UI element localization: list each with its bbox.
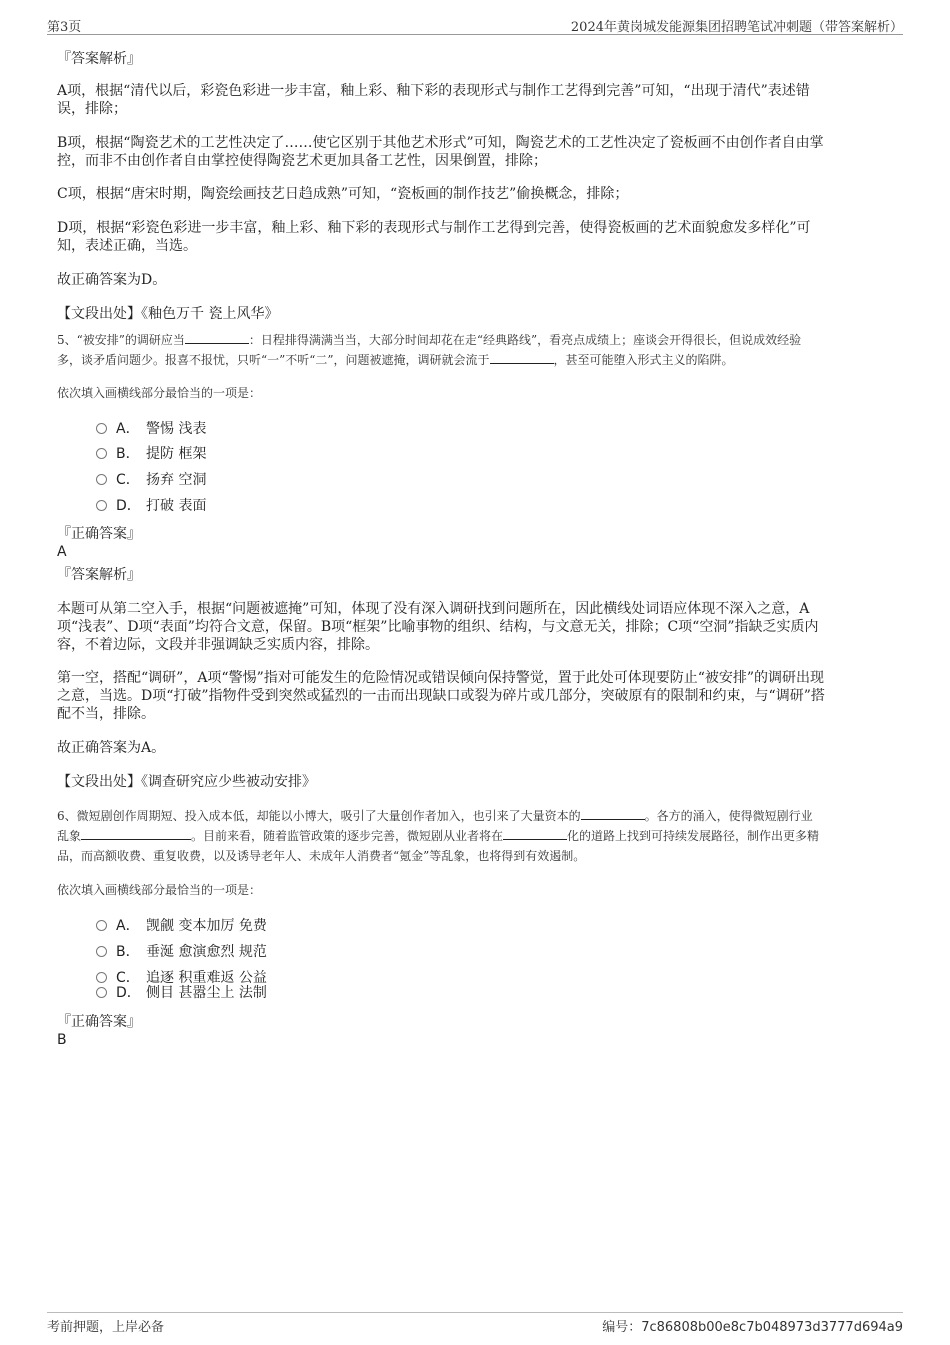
radio-icon[interactable] bbox=[96, 946, 107, 957]
analysis-label: 『答案解析』 bbox=[57, 51, 141, 67]
option-letter: D． bbox=[116, 985, 141, 1001]
option-text: 追逐 积重难返 公益 bbox=[146, 970, 267, 986]
q5-text: 5、“被安排”的调研应当 bbox=[57, 333, 185, 347]
blank-line bbox=[581, 806, 645, 820]
blank-line bbox=[503, 826, 567, 840]
q5-analysis-line: 第一空，搭配“调研”，A项“警惕”指对可能发生的危险情况或错误倾向保持警觉，置于此处可体现要防止“被安排”的调研出现 bbox=[57, 670, 825, 686]
page-number: 第3页 bbox=[47, 20, 82, 35]
option-text: 提防 框架 bbox=[146, 446, 207, 462]
code-label: 编号： bbox=[602, 1320, 642, 1335]
q6-stem-line3: 品，而高额收费、重复收费，以及诱导老年人、未成年人消费者“氪金”等乱象，也将得到有效遏制。 bbox=[57, 849, 586, 863]
q5-conclusion: 故正确答案为A。 bbox=[57, 740, 166, 756]
option-letter: D． bbox=[116, 498, 141, 514]
analysis-a-line1: A项，根据“清代以后，彩瓷色彩进一步丰富，釉上彩、釉下彩的表现形式与制作工艺得到完善”可知，“出现于清代”表述错 bbox=[57, 83, 810, 99]
q5-source: 【文段出处】《调查研究应少些被动安排》 bbox=[57, 774, 316, 790]
option-text: 觊觎 变本加厉 免费 bbox=[146, 918, 267, 934]
option-letter: B． bbox=[116, 944, 140, 960]
option-text: 警惕 浅表 bbox=[146, 421, 207, 437]
option-letter: A． bbox=[116, 918, 140, 934]
page-header bbox=[47, 14, 903, 35]
q5-analysis-line: 本题可从第二空入手，根据“问题被遮掩”可知，体现了没有深入调研找到问题所在，因此横线处词语应体现不深入之意，A bbox=[57, 601, 810, 617]
q6-text: 6、微短剧创作周期短、投入成本低，却能以小博大，吸引了大量创作者加入，也引来了大量资本的 bbox=[57, 809, 581, 823]
q5-answer-label: 『正确答案』 bbox=[57, 526, 141, 542]
q5-analysis-line: 容，不着边际，文段并非强调缺乏实质内容，排除。 bbox=[57, 637, 379, 653]
option-text: 垂涎 愈演愈烈 规范 bbox=[146, 944, 267, 960]
radio-icon[interactable] bbox=[96, 474, 107, 485]
q6-text: 化的道路上找到可持续发展路径，制作出更多精 bbox=[567, 829, 820, 843]
footer-slogan: 考前押题，上岸必备 bbox=[47, 1320, 165, 1335]
page-footer bbox=[47, 1312, 903, 1337]
q5-option-b[interactable] bbox=[96, 444, 206, 464]
q6-text: 。各方的涌入，使得微短剧行业 bbox=[644, 809, 813, 823]
q6-stem-line1 bbox=[57, 806, 897, 827]
option-text: 侧目 甚嚣尘上 法制 bbox=[146, 985, 267, 1001]
source: 【文段出处】《釉色万千 瓷上风华》 bbox=[57, 306, 279, 322]
radio-icon[interactable] bbox=[96, 423, 107, 434]
analysis-d-line1: D项，根据“彩瓷色彩进一步丰富，釉上彩、釉下彩的表现形式与制作工艺得到完善，使得瓷板画的艺术面貌愈发多样化”可 bbox=[57, 220, 811, 236]
q5-analysis-line: 配不当，排除。 bbox=[57, 706, 155, 722]
q5-text: 多，谈矛盾问题少。报喜不报忧，只听“一”不听“二”，问题被遮掩，调研就会流于 bbox=[57, 353, 490, 367]
q5-text: ，甚至可能堕入形式主义的陷阱。 bbox=[553, 353, 734, 367]
option-letter: C． bbox=[116, 970, 140, 986]
q6-option-a[interactable] bbox=[96, 916, 267, 936]
q6-option-b[interactable] bbox=[96, 942, 267, 962]
q5-option-c[interactable] bbox=[96, 470, 206, 490]
q5-analysis-label: 『答案解析』 bbox=[57, 567, 141, 583]
radio-icon[interactable] bbox=[96, 500, 107, 511]
q6-option-d[interactable] bbox=[96, 983, 267, 1003]
analysis-a-line2: 误，排除； bbox=[57, 101, 127, 117]
code-value: 7c86808b00e8c7b048973d3777d694a9 bbox=[641, 1320, 903, 1335]
option-letter: C． bbox=[116, 472, 140, 488]
analysis-d-line2: 知，表述正确，当选。 bbox=[57, 238, 197, 254]
analysis-b-line1: B项，根据“陶瓷艺术的工艺性决定了……使它区别于其他艺术形式”可知，陶瓷艺术的工艺性决定了瓷板画不由创作者自由掌 bbox=[57, 135, 824, 151]
option-letter: A． bbox=[116, 421, 140, 437]
conclusion: 故正确答案为D。 bbox=[57, 272, 167, 288]
footer-code bbox=[602, 1316, 903, 1335]
radio-icon[interactable] bbox=[96, 972, 107, 983]
q5-analysis-line: 项“浅表”、D项“表面”均符合文意，保留。B项“框架”比喻事物的组织、结构，与文意无关，排除；C项“空洞”指缺乏实质内 bbox=[57, 619, 819, 635]
option-text: 扬弃 空洞 bbox=[146, 472, 207, 488]
radio-icon[interactable] bbox=[96, 920, 107, 931]
q5-stem-line2 bbox=[57, 350, 897, 371]
q6-stem-line2 bbox=[57, 826, 897, 847]
q5-stem-line1 bbox=[57, 330, 897, 351]
q5-prompt: 依次填入画横线部分最恰当的一项是： bbox=[57, 386, 262, 400]
radio-icon[interactable] bbox=[96, 987, 107, 998]
blank-line bbox=[185, 330, 249, 344]
blank-line bbox=[490, 350, 554, 364]
document-title: 2024年黄岗城发能源集团招聘笔试冲刺题（带答案解析） bbox=[570, 20, 903, 35]
q5-option-d[interactable] bbox=[96, 496, 206, 516]
radio-icon[interactable] bbox=[96, 448, 107, 459]
option-letter: B． bbox=[116, 446, 140, 462]
q6-answer-label: 『正确答案』 bbox=[57, 1014, 141, 1030]
q6-text: 。目前来看，随着监管政策的逐步完善，微短剧从业者将在 bbox=[191, 829, 504, 843]
analysis-c-line1: C项，根据“唐宋时期，陶瓷绘画技艺日趋成熟”可知，“瓷板画的制作技艺”偷换概念，排除； bbox=[57, 186, 629, 202]
analysis-b-line2: 控，而非不由创作者自由掌控使得陶瓷艺术更加具备工艺性，因果倒置，排除； bbox=[57, 153, 547, 169]
q6-prompt: 依次填入画横线部分最恰当的一项是： bbox=[57, 883, 262, 897]
q5-option-a[interactable] bbox=[96, 419, 206, 439]
blank-line bbox=[81, 826, 191, 840]
q5-analysis-line: 之意，当选。D项“打破”指物件受到突然或猛烈的一击而出现缺口或裂为碎片或几部分，突破原有的限制和约束，与“调研”搭 bbox=[57, 688, 825, 704]
q6-answer: B bbox=[57, 1032, 67, 1048]
q6-text: 乱象 bbox=[57, 829, 82, 843]
q5-answer: A bbox=[57, 544, 67, 560]
option-text: 打破 表面 bbox=[146, 498, 207, 514]
q5-text: ：日程排得满满当当，大部分时间却花在走“经典路线”，看亮点成绩上；座谈会开得很长，但说成效经验 bbox=[248, 333, 802, 347]
